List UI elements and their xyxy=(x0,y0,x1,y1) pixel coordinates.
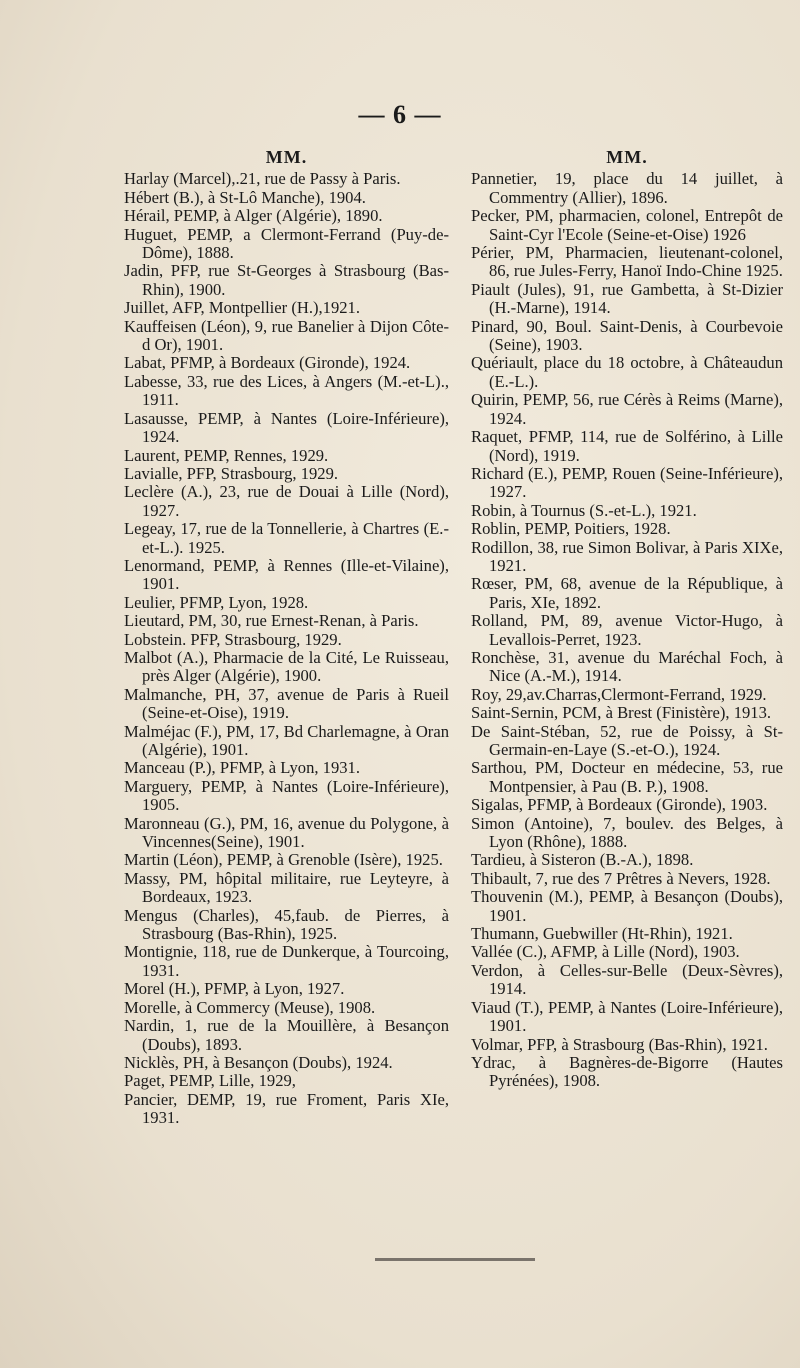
directory-entry: Malméjac (F.), PM, 17, Bd Charlemagne, à Oran (Algérie), 1901. xyxy=(124,721,449,759)
directory-entry: Robin, à Tournus (S.-et-L.), 1921. xyxy=(471,500,697,520)
directory-entry: Verdon, à Celles-sur-Belle (Deux-Sèvres), 1914. xyxy=(471,960,783,999)
directory-entry: Pecker, PM, pharmacien, colonel, Entrepôt de Saint-Cyr l'Ecole (Seine-et-Oise) 1926 xyxy=(471,206,783,244)
directory-entry: Lasausse, PEMP, à Nantes (Loire-Inférieure), 1924. xyxy=(124,408,449,447)
directory-entry: Malmanche, PH, 37, avenue de Paris à Rueil (Seine-et-Oise), 1919. xyxy=(124,684,449,723)
directory-entry: Morelle, à Commercy (Meuse), 1908. xyxy=(124,997,376,1017)
directory-entry: Pannetier, 19, place du 14 juillet, à Commentry (Allier), 1896. xyxy=(471,169,783,207)
left-column-header: MM. xyxy=(265,147,308,167)
directory-entry: Massy, PM, hôpital militaire, rue Leyteyre, à Bordeaux, 1923. xyxy=(124,868,449,907)
directory-entry: Lieutard, PM, 30, rue Ernest-Renan, à Paris. xyxy=(124,611,419,631)
directory-entry: Pancier, DEMP, 19, rue Froment, Paris XIe, 1931. xyxy=(124,1089,449,1128)
directory-entry: Legeay, 17, rue de la Tonnellerie, à Chartres (E.-et-L.). 1925. xyxy=(124,519,449,557)
right-column-header: MM. xyxy=(606,147,648,167)
right-column xyxy=(471,148,783,1091)
directory-entry: Rolland, PM, 89, avenue Victor-Hugo, à Levallois-Perret, 1923. xyxy=(471,611,783,649)
directory-entry: Thouvenin (M.), PEMP, à Besançon (Doubs), 1901. xyxy=(471,887,783,925)
directory-entry: Raquet, PFMP, 114, rue de Solférino, à Lille (Nord), 1919. xyxy=(471,427,783,465)
directory-entry: Kauffeisen (Léon), 9, rue Banelier à Dijon Côte-d Or), 1901. xyxy=(124,316,449,355)
directory-entry: Paget, PEMP, Lille, 1929, xyxy=(124,1071,296,1091)
directory-entry: Lenormand, PEMP, à Rennes (Ille-et-Vilaine), 1901. xyxy=(124,555,449,594)
directory-entry: Lavialle, PFP, Strasbourg, 1929. xyxy=(124,463,339,483)
left-entry-list xyxy=(124,170,449,1127)
directory-entry: Leulier, PFMP, Lyon, 1928. xyxy=(124,592,309,612)
directory-entry: Labesse, 33, rue des Lices, à Angers (M.-et-L)., 1911. xyxy=(124,371,449,410)
directory-entry: Hébert (B.), à St-Lô Manche), 1904. xyxy=(124,187,366,207)
directory-entry: Quirin, PEMP, 56, rue Cérès à Reims (Marne), 1924. xyxy=(471,390,783,428)
directory-entry: Richard (E.), PEMP, Rouen (Seine-Inférieure), 1927. xyxy=(471,463,783,502)
directory-entry: Vallée (C.), AFMP, à Lille (Nord), 1903. xyxy=(471,942,740,962)
directory-entry: Thibault, 7, rue des 7 Prêtres à Nevers, 1928. xyxy=(471,868,771,888)
directory-entry: Volmar, PFP, à Strasbourg (Bas-Rhin), 1921. xyxy=(471,1034,768,1054)
directory-entry: Périer, PM, Pharmacien, lieutenant-colonel, 86, rue Jules-Ferry, Hanoï Indo-Chine 1925. xyxy=(471,243,783,281)
directory-entry: Labat, PFMP, à Bordeaux (Gironde), 1924. xyxy=(124,353,411,373)
directory-entry: Nicklès, PH, à Besançon (Doubs), 1924. xyxy=(124,1052,393,1072)
directory-entry: Tardieu, à Sisteron (B.-A.), 1898. xyxy=(471,850,694,870)
directory-entry: Harlay (Marcel),.21, rue de Passy à Paris. xyxy=(124,169,401,189)
directory-entry: Huguet, PEMP, a Clermont-Ferrand (Puy-de-Dôme), 1888. xyxy=(124,224,449,263)
directory-entry: Sarthou, PM, Docteur en médecine, 53, rue Montpensier, à Pau (B. P.), 1908. xyxy=(471,758,783,796)
directory-entry: Marguery, PEMP, à Nantes (Loire-Inférieure), 1905. xyxy=(124,776,449,815)
page-number: — 6 — xyxy=(358,100,442,129)
right-entry-list xyxy=(471,170,783,1090)
directory-entry: Roy, 29,av.Charras,Clermont-Ferrand, 1929. xyxy=(471,684,767,704)
directory-entry: Lobstein. PFP, Strasbourg, 1929. xyxy=(124,629,342,649)
directory-entry: Morel (H.), PFMP, à Lyon, 1927. xyxy=(124,979,345,999)
directory-entry: Rodillon, 38, rue Simon Bolivar, à Paris XIXe, 1921. xyxy=(471,537,783,575)
directory-entry: Malbot (A.), Pharmacie de la Cité, Le Ruisseau, près Alger (Algérie), 1900. xyxy=(124,647,449,686)
directory-entry: Mengus (Charles), 45,faub. de Pierres, à Strasbourg (Bas-Rhin), 1925. xyxy=(124,905,449,944)
directory-entry: Pinard, 90, Boul. Saint-Denis, à Courbevoie (Seine), 1903. xyxy=(471,316,783,355)
directory-entry: Nardin, 1, rue de la Mouillère, à Besançon (Doubs), 1893. xyxy=(124,1016,449,1054)
directory-entry: Roblin, PEMP, Poitiers, 1928. xyxy=(471,519,671,539)
directory-entry: Thumann, Guebwiller (Ht-Rhin), 1921. xyxy=(471,924,733,944)
directory-entry: Maronneau (G.), PM, 16, avenue du Polygone, à Vincennes(Seine), 1901. xyxy=(124,813,449,852)
directory-entry: Quériault, place du 18 octobre, à Châteaudun (E.-L.). xyxy=(471,353,783,391)
directory-entry: Hérail, PEMP, à Alger (Algérie), 1890. xyxy=(124,206,383,226)
directory-entry: De Saint-Stéban, 52, rue de Poissy, à St-Germain-en-Laye (S.-et-O.), 1924. xyxy=(471,721,783,759)
directory-entry: Laurent, PEMP, Rennes, 1929. xyxy=(124,445,329,465)
directory-entry: Ydrac, à Bagnères-de-Bigorre (Hautes Pyrénées), 1908. xyxy=(471,1052,783,1091)
directory-entry: Saint-Sernin, PCM, à Brest (Finistère), 1913. xyxy=(471,703,772,723)
directory-entry: Simon (Antoine), 7, boulev. des Belges, à Lyon (Rhône), 1888. xyxy=(471,813,783,852)
directory-entry: Sigalas, PFMP, à Bordeaux (Gironde), 1903. xyxy=(471,795,768,815)
directory-entry: Ronchèse, 31, avenue du Maréchal Foch, à Nice (A.-M.), 1914. xyxy=(471,647,783,686)
directory-entry: Leclère (A.), 23, rue de Douai à Lille (Nord), 1927. xyxy=(124,482,449,520)
directory-entry: Piault (Jules), 91, rue Gambetta, à St-Dizier (H.-Marne), 1914. xyxy=(471,279,783,318)
directory-entry: Martin (Léon), PEMP, à Grenoble (Isère), 1925. xyxy=(124,850,443,870)
closing-rule xyxy=(375,1258,535,1261)
directory-entry: Rœser, PM, 68, avenue de la République, à Paris, XIe, 1892. xyxy=(471,574,783,612)
directory-entry: Viaud (T.), PEMP, à Nantes (Loire-Inférieure), 1901. xyxy=(471,997,783,1036)
directory-entry: Juillet, AFP, Montpellier (H.),1921. xyxy=(124,298,360,318)
left-column xyxy=(124,148,449,1128)
directory-entry: Jadin, PFP, rue St-Georges à Strasbourg (Bas-Rhin), 1900. xyxy=(124,261,449,299)
directory-entry: Montignie, 118, rue de Dunkerque, à Tourcoing, 1931. xyxy=(124,942,449,980)
directory-entry: Manceau (P.), PFMP, à Lyon, 1931. xyxy=(124,758,360,778)
